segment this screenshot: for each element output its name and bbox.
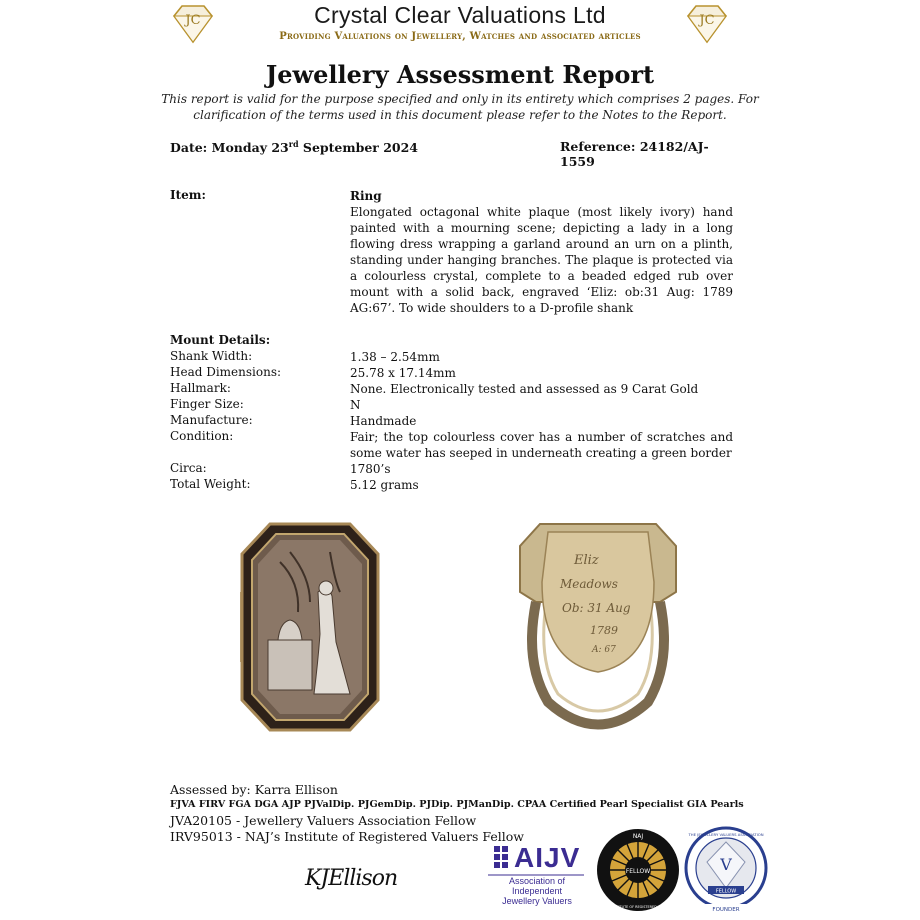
jva-founder-text: FOUNDER: [712, 907, 740, 913]
plinth: [268, 640, 312, 690]
jva-fellowship: JVA20105 - Jewellery Valuers Association Fellow: [170, 813, 477, 828]
finger-size-label: Finger Size:: [170, 397, 244, 411]
mount-details-heading: Mount Details:: [170, 333, 271, 347]
total-weight-label: Total Weight:: [170, 477, 251, 491]
svg-text:1789: 1789: [590, 624, 618, 637]
report-title: Jewellery Assessment Report: [265, 60, 655, 89]
jva-ring-text: THE JEWELLERY VALUERS ASSOCIATION: [688, 832, 764, 837]
jva-fellow-text: FELLOW: [715, 888, 737, 895]
circa-label: Circa:: [170, 461, 207, 475]
svg-text:Eliz: Eliz: [574, 553, 599, 568]
report-reference: Reference: 24182/AJ-1559: [560, 139, 709, 169]
finger-size-value: N: [350, 398, 361, 412]
svg-text:A: 67: A: 67: [592, 645, 616, 655]
naj-top-text: NAJ: [632, 833, 644, 840]
total-weight-value: 5.12 grams: [350, 478, 419, 492]
ring-front-photo: [240, 522, 380, 732]
item-name: Ring: [350, 189, 382, 203]
manufacture-value: Handmade: [350, 414, 417, 428]
assessed-by: Assessed by: Karra Ellison: [170, 782, 338, 797]
validity-line-1: This report is valid for the purpose specified and only in its entirety which comprises 2 pages. For: [161, 92, 759, 106]
irv-fellowship: IRV95013 - NAJ’s Institute of Registered Valuers Fellow: [170, 829, 524, 844]
svg-text:Ob: 31 Aug: Ob: 31 Aug: [562, 601, 631, 615]
validity-line-2: clarification of the terms used in this document please refer to the Notes to the Report.: [193, 108, 727, 122]
shank-width-label: Shank Width:: [170, 349, 253, 363]
lady-head: [319, 581, 333, 595]
assessor-qualifications: FJVA FIRV FGA DGA AJP PJValDip. PJGemDip. PJDip. PJManDip. CPAA Certified Pearl Specialist GIA Pearls: [170, 799, 744, 810]
logo-text: JC: [699, 13, 715, 28]
hallmark-value: None. Electronically tested and assessed as 9 Carat Gold: [350, 382, 699, 396]
circa-value: 1780’s: [350, 462, 391, 476]
shank-width-value: 1.38 – 2.54mm: [350, 350, 440, 364]
head-dimensions-label: Head Dimensions:: [170, 365, 282, 379]
manufacture-label: Manufacture:: [170, 413, 253, 427]
company-tagline: Providing Valuations on Jewellery, Watches and associated articles: [279, 31, 641, 42]
jva-letter: V: [720, 855, 732, 874]
svg-text:Meadows: Meadows: [560, 577, 618, 591]
condition-value: Fair; the top colourless cover has a number of scratches and some water has seeped in underneath creating a green border: [350, 430, 733, 460]
report-date: Date: Monday 23rd September 2024: [170, 139, 419, 156]
jva-fellow-badge: [683, 826, 769, 914]
item-label: Item:: [170, 188, 206, 202]
head-dimensions-value: 25.78 x 17.14mm: [350, 366, 456, 380]
aijv-subtitle: Association of Independent Jewellery Valuers: [502, 876, 572, 906]
aijv-title: AIJV: [514, 842, 581, 873]
naj-center-text: FELLOW: [625, 868, 651, 875]
company-name: Crystal Clear Valuations Ltd: [314, 2, 606, 28]
aijv-square-icon: [494, 846, 500, 852]
validity-note: [160, 91, 760, 123]
assessor-signature: KJEllison: [305, 866, 398, 891]
hallmark-label: Hallmark:: [170, 381, 231, 395]
naj-fellow-badge: [596, 828, 680, 912]
ring-back-photo: [518, 522, 678, 737]
naj-ring-text: THE INSTITUTE OF REGISTERED VALUERS: [602, 905, 674, 909]
logo-text: JC: [185, 13, 201, 28]
item-description: Elongated octagonal white plaque (most likely ivory) hand painted with a mourning scene; depicting a lady in a long flowing dress wrapping a garland around an urn on a plinth, standing under hanging branches. The plaque is protected via a colourless crystal, complete to a beaded edged rub over mount with a solid back, engraved ‘Eliz: ob:31 Aug: 1789 AG:67’. To wide shoulders to a D-profile shank: [350, 205, 733, 315]
condition-label: Condition:: [170, 429, 234, 443]
